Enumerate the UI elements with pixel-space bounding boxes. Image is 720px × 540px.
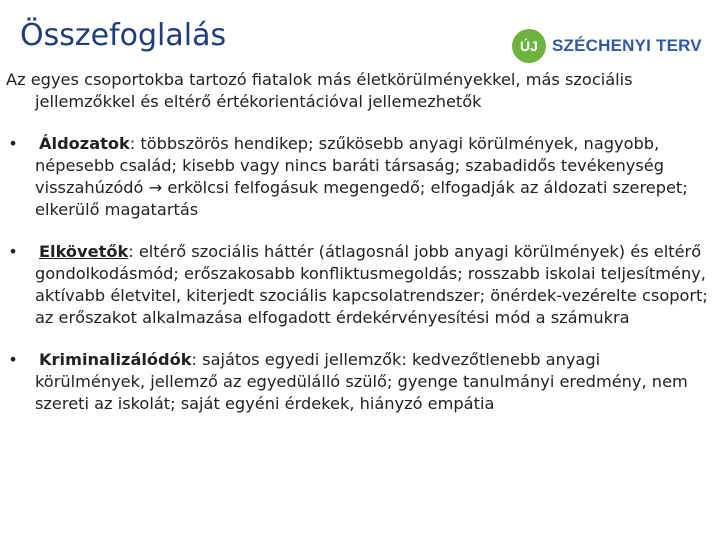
bullet-aldozatok [6,133,712,221]
logo-text: SZÉCHENYI TERV [552,36,702,55]
bullet-marker: • [8,350,18,369]
bullet-text-continued: erkölcsi felfogásuk megengedő; elfogadják az áldozati szerepet; elkerülő magatartás [35,178,688,219]
bullet-kriminalizalodok [6,349,712,415]
logo-badge-icon: ÚJ [512,29,546,63]
slide-content [6,69,712,435]
bullet-marker: • [8,242,18,261]
bullet-term: Áldozatok [39,134,130,153]
bullet-text: eltérő szociális háttér (átlagosnál jobb anyagi körülmények) és eltérő gondolkodásmód; erőszakosabb konfliktusmegoldás; rosszabb iskolai teljesítmény, aktívabb életvitel, kiterjedt szociális kapcsolatrendszer; önérdek-vezérelte csoport; az erőszakot alkalmazása elfogadott érdekérvényesítési mód a számukra [35,242,708,327]
bullet-separator: : [129,134,141,153]
bullet-term: Kriminalizálódók [39,350,192,369]
bullet-text: sajátos egyedi jellemzők: kedvezőtlenebb anyagi körülmények, jellemző az egyedülálló szülő; gyenge tanulmányi eredmény, nem szereti az iskolát; saját egyéni érdekek, hiányzó empátia [35,350,688,413]
bullet-separator: : [191,350,203,369]
bullet-marker: • [8,134,18,153]
szechenyi-terv-logo [512,28,702,64]
page-title: Összefoglalás [20,18,227,53]
bullet-elkovetok [6,241,712,329]
intro-paragraph: Az egyes csoportokba tartozó fiatalok más életkörülményekkel, más szociális jellemzőkkel és eltérő értékorientációval jellemezhetők [6,70,633,111]
arrow-icon: → [148,178,163,197]
bullet-text: többszörös hendikep; szűkösebb anyagi körülmények, nagyobb, népesebb család; kisebb vagy nincs baráti társaság; szabadidős tevékenység visszahúzódó [35,134,664,197]
bullet-separator: : [128,242,139,261]
bullet-term: Elkövetők [39,242,129,261]
